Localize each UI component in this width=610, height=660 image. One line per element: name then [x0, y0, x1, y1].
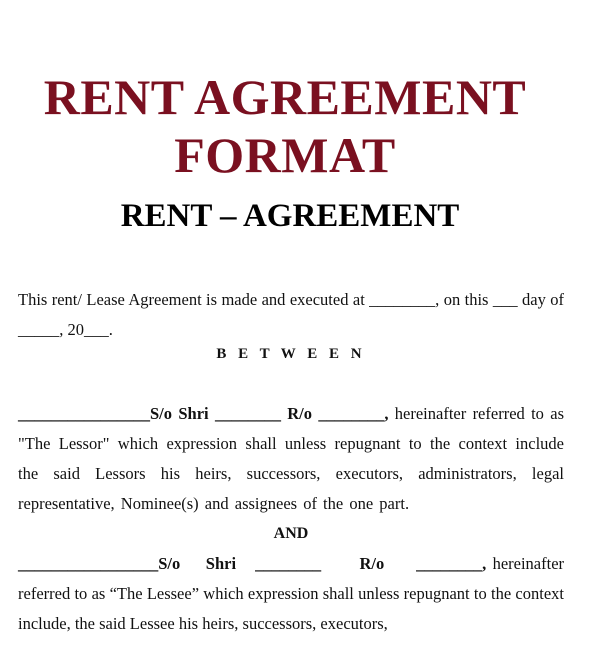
- document-subtitle: RENT – AGREEMENT: [120, 198, 460, 234]
- lessor-ro-label: R/o: [287, 404, 313, 423]
- banner-line-2: FORMAT: [174, 127, 396, 183]
- and-heading: AND: [273, 525, 309, 542]
- lessor-ro-blank: ________,: [318, 404, 389, 423]
- lessee-so-label: S/o Shri: [158, 554, 237, 573]
- lessor-paragraph: [18, 399, 564, 519]
- agreement-body: [18, 285, 564, 639]
- lessor-so-label: S/o Shri: [150, 404, 209, 423]
- lessor-so-blank: ________: [214, 404, 281, 423]
- between-heading: B E T W E E N: [216, 346, 366, 362]
- lessor-name-blank: ________________: [18, 404, 150, 423]
- banner-line-1: RENT AGREEMENT: [43, 69, 527, 125]
- lessee-ro-label: R/o: [359, 554, 385, 573]
- lessee-name-blank: _________________: [18, 554, 159, 573]
- lessee-text: hereinafter referred to as “The Lessee” which expression shall unless repugnant to the context include, the said Lessee his heirs, successors, executors,: [18, 554, 565, 633]
- lessor-text: hereinafter referred to as "The Lessor" which expression shall unless repugnant to the context include the said Lessors his heirs, successors, executors, administrators, legal representative, Nominee(s) and assignees of the one part.: [18, 404, 564, 513]
- intro-paragraph: This rent/ Lease Agreement is made and executed at ________, on this ___ day of _____, 20___.: [18, 290, 564, 339]
- document-banner-title: [0, 68, 570, 184]
- lessee-paragraph: [18, 549, 564, 639]
- lessee-so-blank: ________: [255, 554, 322, 573]
- lessee-ro-blank: ________,: [416, 554, 487, 573]
